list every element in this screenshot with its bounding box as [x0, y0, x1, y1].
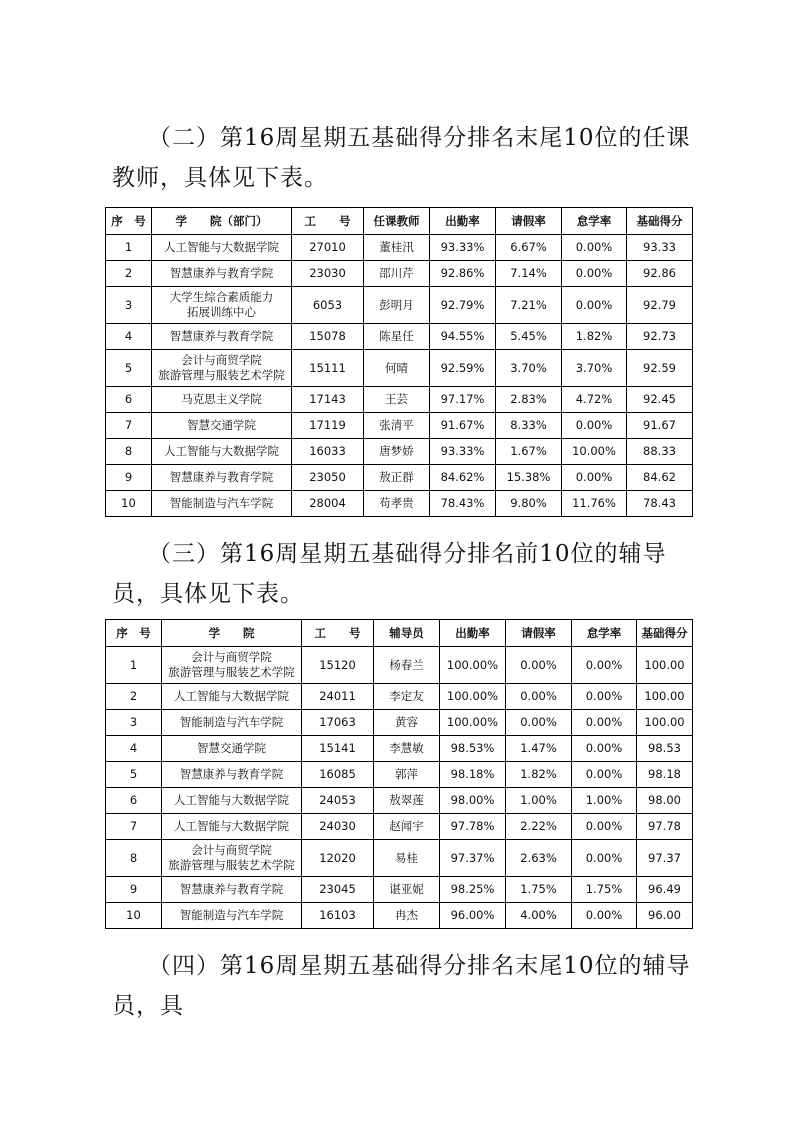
cell-leave: 1.82%	[506, 762, 572, 788]
col-header-no: 序 号	[106, 620, 162, 647]
cell-attendance: 98.53%	[440, 736, 506, 762]
table-row	[106, 491, 693, 517]
col-header-score: 基础得分	[627, 208, 693, 235]
cell-no: 9	[106, 465, 152, 491]
table-row	[106, 840, 693, 877]
cell-leave: 3.70%	[496, 350, 562, 387]
cell-leave: 6.67%	[496, 235, 562, 261]
cell-score: 98.00	[637, 788, 693, 814]
cell-no: 3	[106, 710, 162, 736]
cell-id: 16103	[302, 903, 374, 929]
col-header-id: 工 号	[292, 208, 364, 235]
table-row	[106, 287, 693, 324]
cell-dept: 会计与商贸学院 旅游管理与服装艺术学院	[162, 840, 302, 877]
cell-idle: 0.00%	[572, 647, 637, 684]
cell-score: 84.62	[627, 465, 693, 491]
cell-id: 17119	[292, 413, 364, 439]
cell-name: 冉杰	[374, 903, 440, 929]
cell-no: 5	[106, 762, 162, 788]
cell-attendance: 93.33%	[430, 439, 496, 465]
cell-no: 2	[106, 684, 162, 710]
cell-leave: 1.47%	[506, 736, 572, 762]
cell-id: 28004	[292, 491, 364, 517]
cell-idle: 11.76%	[562, 491, 627, 517]
cell-id: 23045	[302, 877, 374, 903]
cell-attendance: 98.25%	[440, 877, 506, 903]
cell-score: 88.33	[627, 439, 693, 465]
cell-dept: 会计与商贸学院 旅游管理与服装艺术学院	[162, 647, 302, 684]
cell-attendance: 100.00%	[440, 710, 506, 736]
cell-no: 7	[106, 814, 162, 840]
col-header-dept: 学 院（部门）	[152, 208, 292, 235]
cell-leave: 0.00%	[506, 647, 572, 684]
cell-score: 91.67	[627, 413, 693, 439]
cell-idle: 0.00%	[562, 235, 627, 261]
col-header-name: 任课教师	[364, 208, 430, 235]
cell-idle: 1.00%	[572, 788, 637, 814]
cell-name: 黄容	[374, 710, 440, 736]
cell-dept: 人工智能与大数据学院	[162, 788, 302, 814]
cell-attendance: 97.17%	[430, 387, 496, 413]
cell-id: 6053	[292, 287, 364, 324]
cell-name: 唐梦娇	[364, 439, 430, 465]
cell-dept: 智慧康养与教育学院	[152, 324, 292, 350]
table-row	[106, 647, 693, 684]
col-header-idle: 怠学率	[572, 620, 637, 647]
cell-name: 张清平	[364, 413, 430, 439]
table-body	[106, 647, 693, 929]
cell-idle: 0.00%	[562, 261, 627, 287]
cell-score: 96.49	[637, 877, 693, 903]
teacher-bottom-10-table	[105, 207, 693, 517]
cell-score: 92.86	[627, 261, 693, 287]
cell-dept: 智慧康养与教育学院	[152, 261, 292, 287]
cell-idle: 0.00%	[572, 684, 637, 710]
cell-idle: 0.00%	[572, 840, 637, 877]
cell-dept: 大学生综合素质能力 拓展训练中心	[152, 287, 292, 324]
cell-id: 24053	[302, 788, 374, 814]
cell-attendance: 100.00%	[440, 647, 506, 684]
table-row	[106, 814, 693, 840]
cell-attendance: 98.00%	[440, 788, 506, 814]
table-row	[106, 235, 693, 261]
table-row	[106, 903, 693, 929]
cell-id: 16033	[292, 439, 364, 465]
cell-attendance: 92.86%	[430, 261, 496, 287]
cell-idle: 3.70%	[562, 350, 627, 387]
cell-attendance: 78.43%	[430, 491, 496, 517]
cell-attendance: 94.55%	[430, 324, 496, 350]
cell-attendance: 97.37%	[440, 840, 506, 877]
col-header-no: 序 号	[106, 208, 152, 235]
col-header-leave: 请假率	[496, 208, 562, 235]
cell-no: 8	[106, 840, 162, 877]
cell-idle: 0.00%	[562, 413, 627, 439]
cell-no: 10	[106, 491, 152, 517]
table-body	[106, 235, 693, 517]
cell-score: 98.53	[637, 736, 693, 762]
cell-id: 12020	[302, 840, 374, 877]
cell-name: 王芸	[364, 387, 430, 413]
cell-score: 92.59	[627, 350, 693, 387]
cell-name: 彭明月	[364, 287, 430, 324]
table-header-row	[106, 620, 693, 647]
col-header-attendance: 出勤率	[430, 208, 496, 235]
cell-id: 15141	[302, 736, 374, 762]
cell-idle: 0.00%	[562, 465, 627, 491]
cell-id: 17143	[292, 387, 364, 413]
table-header-row	[106, 208, 693, 235]
table-row	[106, 261, 693, 287]
table-row	[106, 877, 693, 903]
col-header-id: 工 号	[302, 620, 374, 647]
cell-idle: 1.82%	[562, 324, 627, 350]
cell-attendance: 98.18%	[440, 762, 506, 788]
cell-dept: 智慧康养与教育学院	[162, 877, 302, 903]
cell-leave: 4.00%	[506, 903, 572, 929]
cell-leave: 7.14%	[496, 261, 562, 287]
cell-idle: 0.00%	[572, 710, 637, 736]
cell-idle: 0.00%	[562, 287, 627, 324]
cell-leave: 1.75%	[506, 877, 572, 903]
cell-name: 杨春兰	[374, 647, 440, 684]
table-row	[106, 736, 693, 762]
table-row	[106, 465, 693, 491]
cell-leave: 1.67%	[496, 439, 562, 465]
col-header-leave: 请假率	[506, 620, 572, 647]
cell-dept: 智慧康养与教育学院	[152, 465, 292, 491]
section-4-heading: （四）第16周星期五基础得分排名末尾10位的辅导员，具	[112, 953, 691, 1019]
table-row	[106, 413, 693, 439]
cell-dept: 马克思主义学院	[152, 387, 292, 413]
cell-name: 易桂	[374, 840, 440, 877]
table-row	[106, 387, 693, 413]
counselor-top-10-table	[105, 619, 693, 929]
cell-leave: 7.21%	[496, 287, 562, 324]
cell-score: 78.43	[627, 491, 693, 517]
cell-attendance: 92.59%	[430, 350, 496, 387]
table-row	[106, 439, 693, 465]
cell-name: 董桂汛	[364, 235, 430, 261]
cell-leave: 2.22%	[506, 814, 572, 840]
cell-dept: 智能制造与汽车学院	[162, 710, 302, 736]
table-row	[106, 762, 693, 788]
table-row	[106, 684, 693, 710]
cell-attendance: 93.33%	[430, 235, 496, 261]
cell-dept: 智慧康养与教育学院	[162, 762, 302, 788]
cell-dept: 智慧交通学院	[152, 413, 292, 439]
cell-id: 15111	[292, 350, 364, 387]
cell-no: 8	[106, 439, 152, 465]
cell-leave: 8.33%	[496, 413, 562, 439]
cell-no: 6	[106, 387, 152, 413]
col-header-name: 辅导员	[374, 620, 440, 647]
cell-score: 100.00	[637, 647, 693, 684]
cell-idle: 10.00%	[562, 439, 627, 465]
cell-idle: 0.00%	[572, 814, 637, 840]
cell-no: 1	[106, 647, 162, 684]
cell-score: 96.00	[637, 903, 693, 929]
col-header-score: 基础得分	[637, 620, 693, 647]
cell-id: 23030	[292, 261, 364, 287]
cell-leave: 2.63%	[506, 840, 572, 877]
cell-id: 17063	[302, 710, 374, 736]
cell-name: 谌亚妮	[374, 877, 440, 903]
cell-attendance: 100.00%	[440, 684, 506, 710]
cell-leave: 15.38%	[496, 465, 562, 491]
cell-leave: 9.80%	[496, 491, 562, 517]
cell-id: 23050	[292, 465, 364, 491]
cell-leave: 2.83%	[496, 387, 562, 413]
cell-no: 10	[106, 903, 162, 929]
cell-id: 15120	[302, 647, 374, 684]
section-2-heading: （二）第16周星期五基础得分排名末尾10位的任课教师，具体见下表。	[112, 125, 691, 191]
cell-name: 陈星任	[364, 324, 430, 350]
cell-dept: 人工智能与大数据学院	[152, 439, 292, 465]
cell-no: 4	[106, 736, 162, 762]
cell-score: 97.78	[637, 814, 693, 840]
cell-dept: 智能制造与汽车学院	[162, 903, 302, 929]
cell-dept: 人工智能与大数据学院	[152, 235, 292, 261]
cell-name: 赵闻宇	[374, 814, 440, 840]
cell-no: 7	[106, 413, 152, 439]
cell-no: 3	[106, 287, 152, 324]
cell-leave: 0.00%	[506, 710, 572, 736]
cell-name: 敖正群	[364, 465, 430, 491]
cell-idle: 0.00%	[572, 903, 637, 929]
cell-name: 李定友	[374, 684, 440, 710]
cell-leave: 5.45%	[496, 324, 562, 350]
cell-attendance: 91.67%	[430, 413, 496, 439]
cell-name: 李慧敏	[374, 736, 440, 762]
cell-score: 100.00	[637, 684, 693, 710]
table-row	[106, 324, 693, 350]
cell-name: 郭萍	[374, 762, 440, 788]
cell-attendance: 84.62%	[430, 465, 496, 491]
cell-name: 苟孝贵	[364, 491, 430, 517]
cell-no: 2	[106, 261, 152, 287]
cell-leave: 0.00%	[506, 684, 572, 710]
cell-no: 1	[106, 235, 152, 261]
cell-dept: 人工智能与大数据学院	[162, 684, 302, 710]
cell-score: 97.37	[637, 840, 693, 877]
cell-idle: 0.00%	[572, 762, 637, 788]
col-header-idle: 怠学率	[562, 208, 627, 235]
cell-idle: 4.72%	[562, 387, 627, 413]
cell-id: 24030	[302, 814, 374, 840]
section-3-heading: （三）第16周星期五基础得分排名前10位的辅导员，具体见下表。	[112, 541, 667, 607]
cell-dept: 人工智能与大数据学院	[162, 814, 302, 840]
cell-idle: 0.00%	[572, 736, 637, 762]
cell-name: 邵川芹	[364, 261, 430, 287]
cell-attendance: 97.78%	[440, 814, 506, 840]
cell-dept: 智慧交通学院	[162, 736, 302, 762]
cell-score: 93.33	[627, 235, 693, 261]
cell-score: 92.45	[627, 387, 693, 413]
cell-dept: 智能制造与汽车学院	[152, 491, 292, 517]
cell-score: 92.73	[627, 324, 693, 350]
cell-id: 15078	[292, 324, 364, 350]
cell-score: 92.79	[627, 287, 693, 324]
cell-id: 24011	[302, 684, 374, 710]
cell-no: 9	[106, 877, 162, 903]
table-row	[106, 788, 693, 814]
col-header-attendance: 出勤率	[440, 620, 506, 647]
table-row	[106, 710, 693, 736]
cell-id: 16085	[302, 762, 374, 788]
cell-no: 5	[106, 350, 152, 387]
cell-no: 4	[106, 324, 152, 350]
cell-dept: 会计与商贸学院 旅游管理与服装艺术学院	[152, 350, 292, 387]
cell-score: 100.00	[637, 710, 693, 736]
cell-idle: 1.75%	[572, 877, 637, 903]
cell-no: 6	[106, 788, 162, 814]
table-row	[106, 350, 693, 387]
cell-id: 27010	[292, 235, 364, 261]
cell-leave: 1.00%	[506, 788, 572, 814]
cell-name: 何晴	[364, 350, 430, 387]
col-header-dept: 学 院	[162, 620, 302, 647]
cell-attendance: 96.00%	[440, 903, 506, 929]
cell-name: 敖翠莲	[374, 788, 440, 814]
cell-attendance: 92.79%	[430, 287, 496, 324]
cell-score: 98.18	[637, 762, 693, 788]
